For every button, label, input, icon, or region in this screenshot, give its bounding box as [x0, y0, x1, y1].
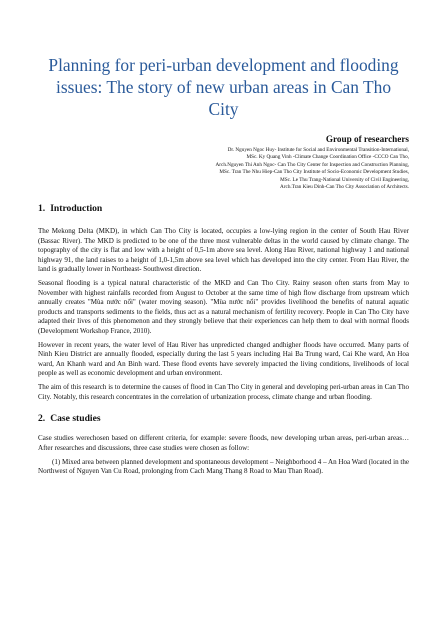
section-title: Introduction: [50, 203, 103, 215]
group-heading: Group of researchers: [325, 134, 409, 144]
author-line: MSc. Le Thu Trang-National University of Civil Engineering,: [280, 176, 409, 183]
author-list: [38, 147, 409, 191]
body-paragraph: The Mekong Delta (MKD), in which Can Tho City is located, occupies a low-lying region in the center of South Hau River (Bassac River). The MKD is predicted to be one of the three most vulnerable deltas in the world caused by climate change. The topography of the city is flat and low with a height of 0,5-1m above sea level. Along Hau River, national highway 1 and national highway 91, the land raises to a height of 1,0-1,5m above sea level which has developed into the city center. From Hau River, the land is gradually lower in Northeast- Southwest direction.: [38, 227, 409, 274]
section-number: 2.: [38, 413, 46, 425]
body-paragraph: (1) Mixed area between planned development and spontaneous development – Neighborhood 4 – An Hoa Ward (located in the Northwest of Nguyen Van Cu Road, prolonging from Cach Mang Thang 8 Road to Mau Than Road).: [38, 457, 409, 476]
paper-page: [38, 54, 409, 481]
author-line: Arch.Nguyen Thi Anh Ngoc- Can Tho City Center for Inspection and Construction Planning,: [215, 161, 409, 168]
body-paragraph: However in recent years, the water level of Hau River has unpredicted changed andhigher floods have occurred. Many parts of Ninh Kieu District are annually flooded, especially during the last 5 years including Hai Ba Trung ward, Cai Khe ward, An Hoa ward, An Khanh ward and An Binh ward. These flood events have severely impacted the living conditions, livelihoods of local people as well as economic development and urban environment.: [38, 340, 409, 378]
section-title: Case studies: [50, 413, 101, 425]
body-paragraph: Seasonal flooding is a typical natural characteristic of the MKD and Can Tho City. Rainy season often starts from May to November with highest rainfalls recorded from August to October at the same time of high flow discharge from upstream which annually creates "Mùa nước nổi" (water moving season). "Mùa nước nổi" provides livelihood the benefits of natural aquatic products and transports sediments to the fields, thus act as a natural mechanism of fertility recovery. People in Can Tho City have adapted their lives of this phenomenon and they strongly believe that their experiences can help them to deal with normal floods (Development Workshop France, 2010).: [38, 279, 409, 335]
section-heading-case-studies: [38, 413, 409, 425]
section-number: 1.: [38, 203, 46, 215]
author-line: Arch.Tran Kieu Dinh-Can Tho City Association of Architects.: [280, 184, 409, 191]
paper-title: Planning for peri-urban development and flooding issues: The story of new urban areas in Can Tho City: [48, 55, 399, 119]
author-line: MSc. Tran The Nhu Hiep-Can Tho City Institute of Socio-Economic Development Studies,: [219, 169, 409, 176]
section-heading-introduction: [38, 203, 409, 215]
body-paragraph: The aim of this research is to determine the causes of flood in Can Tho City in general and developing peri-urban areas in Can Tho City. Notably, this research concentrates in the correlation of urbanization process, climate change and urban flooding.: [38, 383, 409, 401]
author-line: Dr. Nguyen Ngoc Huy- Institute for Social and Environmental Transition-International,: [227, 147, 409, 153]
body-paragraph: Case studies werechosen based on different criteria, for example: severe floods, new developing urban areas, peri-urban areas… After researches and discussions, three case studies were chosen as follow:: [38, 434, 409, 452]
author-line: MSc. Ky Quang Vinh -Climate Change Coordination Office -CCCO Can Tho,: [246, 154, 409, 161]
